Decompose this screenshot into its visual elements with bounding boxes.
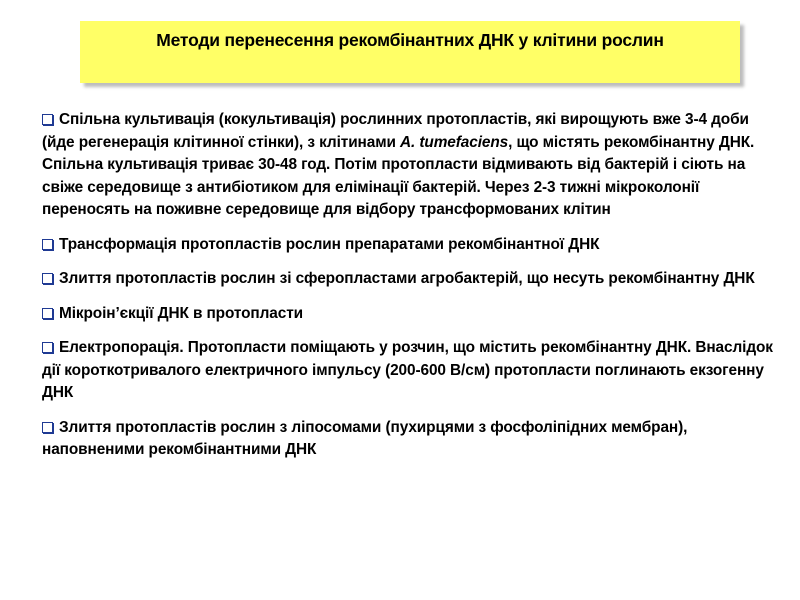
- list-item-microinjection: [42, 303, 782, 326]
- item-text: Злиття протопластів рослин зі сферопластами агробактерій, що несуть рекомбінантну ДНК: [59, 270, 755, 287]
- list-item-liposome-fusion: [42, 417, 782, 462]
- square-bullet-icon: [42, 239, 53, 250]
- item-text-species: A. tumefaciens: [400, 133, 509, 151]
- square-bullet-icon: [42, 342, 53, 353]
- list-item-spheroplast-fusion: [42, 268, 782, 291]
- item-text-before: Спільна культивація (кокультивація) рослинних протопластів, які вирощують вже 3-4 доби (йде регенерація клітинної стінки), з клітинами: [42, 111, 749, 151]
- method-list: [42, 109, 782, 474]
- item-text: Електропорація. Протопласти поміщають у розчин, що містить рекомбінантну ДНК. Внаслідок дії короткотривалого електричного імпульсу (200-600 В/см) протопласти поглинають екзогенну ДНК: [42, 339, 773, 401]
- list-item-cocultivation: [42, 109, 782, 222]
- square-bullet-icon: [42, 114, 53, 125]
- square-bullet-icon: [42, 422, 53, 433]
- title-box: [80, 21, 740, 83]
- item-text: Мікроін’єкції ДНК в протопласти: [59, 304, 304, 322]
- item-text: Злиття протопластів рослин з ліпосомами (пухирцями з фосфоліпідних мембран), наповненими рекомбінантними ДНК: [42, 418, 688, 458]
- square-bullet-icon: [42, 273, 53, 284]
- list-item-transformation: [42, 234, 782, 257]
- item-text-after: , що містять рекомбінантну ДНК. Спільна культивація триває 30-48 год. Потім протопласти відмивають від бактерій і сіють на свіже середовище з антибіотиком для елімінації бактерій. Через 2-3 тижні мікроколонії переносять на поживне середовище для відбору трансформованих клітин: [42, 133, 755, 218]
- square-bullet-icon: [42, 308, 53, 319]
- page-title: Методи перенесення рекомбінантних ДНК у клітини рослин: [156, 30, 664, 50]
- list-item-electroporation: [42, 337, 782, 405]
- item-text: Трансформація протопластів рослин препаратами рекомбінантної ДНК: [59, 235, 600, 253]
